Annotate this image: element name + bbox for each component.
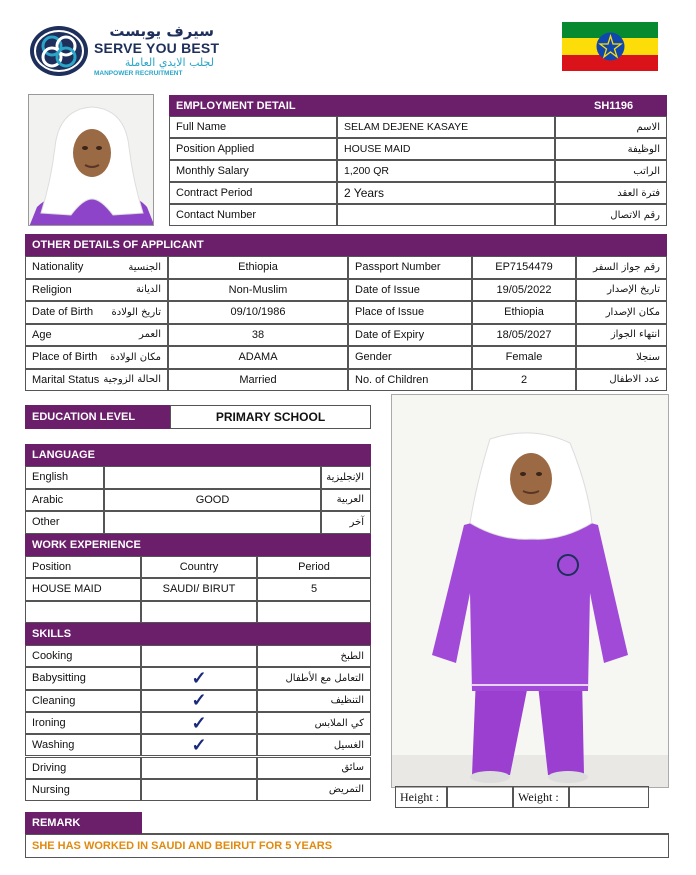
work-experience-cell: HOUSE MAID	[25, 578, 141, 601]
skill-name: Washing	[25, 734, 141, 756]
language-level	[104, 466, 321, 489]
other-details-header	[25, 234, 667, 256]
other-left-value: Ethiopia	[168, 256, 348, 279]
other-right-label: Date of Issue	[348, 279, 472, 302]
employment-field-arabic-label: رقم الاتصال	[555, 204, 667, 226]
skill-check-cell	[141, 690, 257, 712]
employment-row	[169, 204, 667, 226]
employment-row	[169, 160, 667, 182]
skills-header	[25, 623, 371, 645]
work-experience-row	[25, 601, 371, 624]
language-name: Other	[25, 511, 104, 534]
other-left-label-cell	[25, 301, 168, 324]
work-experience-header	[25, 534, 371, 556]
skill-row	[25, 690, 371, 712]
other-left-value: 38	[168, 324, 348, 347]
other-right-value: 2	[472, 369, 576, 392]
employment-field-arabic-label: الراتب	[555, 160, 667, 182]
ethiopia-flag-icon	[562, 22, 658, 71]
remark-text: SHE HAS WORKED IN SAUDI AND BEIRUT FOR 5 YEARS	[25, 834, 669, 858]
skill-name: Cleaning	[25, 690, 141, 712]
logo-arabic-subtitle: لجلب الايدي العاملة	[124, 56, 214, 69]
language-row	[25, 511, 371, 534]
employment-field-value: HOUSE MAID	[337, 138, 555, 160]
other-right-value: 19/05/2022	[472, 279, 576, 302]
employment-field-value	[337, 204, 555, 226]
skill-name: Driving	[25, 757, 141, 779]
language-level: GOOD	[104, 489, 321, 512]
other-left-arabic-label: الجنسية	[128, 261, 161, 273]
education-row	[25, 405, 371, 429]
other-details-row	[25, 301, 667, 324]
skill-row	[25, 645, 371, 667]
remark-header: REMARK	[25, 812, 142, 834]
language-name: English	[25, 466, 104, 489]
employment-field-value: 1,200 QR	[337, 160, 555, 182]
employment-field-arabic-label: الوظيفة	[555, 138, 667, 160]
education-value: PRIMARY SCHOOL	[170, 405, 371, 429]
other-left-label-cell	[25, 324, 168, 347]
skill-arabic-name: التعامل مع الأطفال	[257, 667, 371, 689]
skill-arabic-name: الغسيل	[257, 734, 371, 756]
skill-check-cell	[141, 757, 257, 779]
other-left-arabic-label: مكان الولادة	[110, 351, 161, 363]
employment-field-label: Position Applied	[169, 138, 337, 160]
other-right-arabic-label: انتهاء الجواز	[576, 324, 667, 347]
other-left-value: Non-Muslim	[168, 279, 348, 302]
other-details-header-title: OTHER DETAILS OF APPLICANT	[25, 234, 667, 256]
other-right-label: Place of Issue	[348, 301, 472, 324]
height-value	[447, 786, 513, 808]
other-left-label: Age	[32, 328, 52, 341]
other-right-value: Female	[472, 346, 576, 369]
checkmark-icon: ✓	[191, 712, 207, 733]
employment-field-value: SELAM DEJENE KASAYE	[337, 116, 555, 138]
skill-name: Babysitting	[25, 667, 141, 689]
skill-arabic-name: التنظيف	[257, 690, 371, 712]
other-details-row	[25, 324, 667, 347]
logo-arabic-name: سيرف يوبست	[109, 22, 214, 40]
work-experience-row	[25, 578, 371, 601]
work-experience-cell	[257, 601, 371, 624]
other-left-arabic-label: تاريخ الولادة	[111, 306, 161, 318]
work-experience-cell	[25, 601, 141, 624]
employment-row	[169, 116, 667, 138]
work-experience-column-header	[25, 556, 371, 578]
employment-field-value: 2 Years	[337, 182, 555, 204]
skill-arabic-name: التمريض	[257, 779, 371, 801]
other-left-label: Marital Status	[32, 373, 100, 386]
employment-field-arabic-label: فترة العقد	[555, 182, 667, 204]
skills-header-title: SKILLS	[25, 623, 371, 645]
language-row	[25, 466, 371, 489]
work-experience-cell: SAUDI/ BIRUT	[141, 578, 257, 601]
skill-check-cell	[141, 734, 257, 756]
work-experience-cell	[141, 601, 257, 624]
employment-header	[169, 95, 667, 116]
other-right-label: Gender	[348, 346, 472, 369]
reference-code: SH1196	[587, 95, 667, 116]
other-right-label: Passport Number	[348, 256, 472, 279]
employment-row	[169, 138, 667, 160]
applicant-passport-photo	[28, 94, 154, 226]
other-details-row	[25, 369, 667, 392]
company-logo	[28, 22, 218, 80]
remark-header-row	[25, 812, 669, 834]
other-left-arabic-label: الديانة	[135, 284, 161, 296]
other-left-arabic-label: الحالة الزوجية	[103, 374, 161, 386]
other-left-arabic-label: العمر	[139, 329, 161, 341]
other-right-value: Ethiopia	[472, 301, 576, 324]
employment-field-label: Full Name	[169, 116, 337, 138]
weight-value	[569, 786, 649, 808]
checkmark-icon: ✓	[191, 667, 207, 688]
skill-check-cell	[141, 667, 257, 689]
other-right-value: EP7154479	[472, 256, 576, 279]
work-column-header: Country	[141, 556, 257, 578]
height-weight-row	[395, 786, 649, 808]
other-left-label-cell	[25, 369, 168, 392]
language-name: Arabic	[25, 489, 104, 512]
other-left-value: Married	[168, 369, 348, 392]
weight-label: Weight :	[513, 786, 569, 808]
work-column-header: Position	[25, 556, 141, 578]
work-experience-cell: 5	[257, 578, 371, 601]
other-right-label: No. of Children	[348, 369, 472, 392]
checkmark-icon: ✓	[191, 734, 207, 755]
employment-field-arabic-label: الاسم	[555, 116, 667, 138]
language-header-title: LANGUAGE	[25, 444, 371, 466]
checkmark-icon: ✓	[191, 690, 207, 711]
other-details-row	[25, 256, 667, 279]
language-arabic-name: آخر	[321, 511, 371, 534]
employment-row	[169, 182, 667, 204]
skill-row	[25, 734, 371, 756]
work-column-header: Period	[257, 556, 371, 578]
employment-header-title: EMPLOYMENT DETAIL	[169, 95, 587, 116]
logo-english-subtitle: MANPOWER RECRUITMENT	[94, 70, 183, 77]
remark-header-spacer	[142, 812, 669, 834]
skill-check-cell	[141, 779, 257, 801]
other-left-label: Date of Birth	[32, 306, 94, 319]
other-left-label: Religion	[32, 283, 72, 296]
skill-check-cell	[141, 712, 257, 734]
skill-arabic-name: كي الملابس	[257, 712, 371, 734]
other-left-label: Nationality	[32, 261, 84, 274]
other-left-value: 09/10/1986	[168, 301, 348, 324]
language-row	[25, 489, 371, 512]
skill-check-cell	[141, 645, 257, 667]
employment-field-label: Contact Number	[169, 204, 337, 226]
other-right-value: 18/05/2027	[472, 324, 576, 347]
applicant-full-body-photo	[391, 394, 669, 788]
logo-english-name: SERVE YOU BEST	[94, 40, 220, 56]
skill-name: Ironing	[25, 712, 141, 734]
other-left-label: Place of Birth	[32, 351, 98, 364]
other-right-label: Date of Expiry	[348, 324, 472, 347]
skill-row	[25, 712, 371, 734]
employment-field-label: Monthly Salary	[169, 160, 337, 182]
other-right-arabic-label: تاريخ الإصدار	[576, 279, 667, 302]
skill-name: Cooking	[25, 645, 141, 667]
language-level	[104, 511, 321, 534]
other-right-arabic-label: سنجلا	[576, 346, 667, 369]
other-right-arabic-label: رقم جواز السفر	[576, 256, 667, 279]
work-experience-header-title: WORK EXPERIENCE	[25, 534, 371, 556]
skill-arabic-name: الطبخ	[257, 645, 371, 667]
other-left-label-cell	[25, 279, 168, 302]
language-arabic-name: الإنجليزية	[321, 466, 371, 489]
other-right-arabic-label: عدد الاطفال	[576, 369, 667, 392]
employment-field-label: Contract Period	[169, 182, 337, 204]
height-label: Height :	[395, 786, 447, 808]
skill-name: Nursing	[25, 779, 141, 801]
skill-row	[25, 667, 371, 689]
other-left-label-cell	[25, 256, 168, 279]
other-details-row	[25, 279, 667, 302]
language-arabic-name: العربية	[321, 489, 371, 512]
logo-emblem-icon	[28, 24, 90, 78]
skill-row	[25, 757, 371, 779]
other-details-row	[25, 346, 667, 369]
other-left-value: ADAMA	[168, 346, 348, 369]
education-label: EDUCATION LEVEL	[25, 405, 170, 429]
skill-row	[25, 779, 371, 801]
other-left-label-cell	[25, 346, 168, 369]
remark-body	[25, 834, 669, 858]
skill-arabic-name: سائق	[257, 757, 371, 779]
other-right-arabic-label: مكان الإصدار	[576, 301, 667, 324]
language-header	[25, 444, 371, 466]
